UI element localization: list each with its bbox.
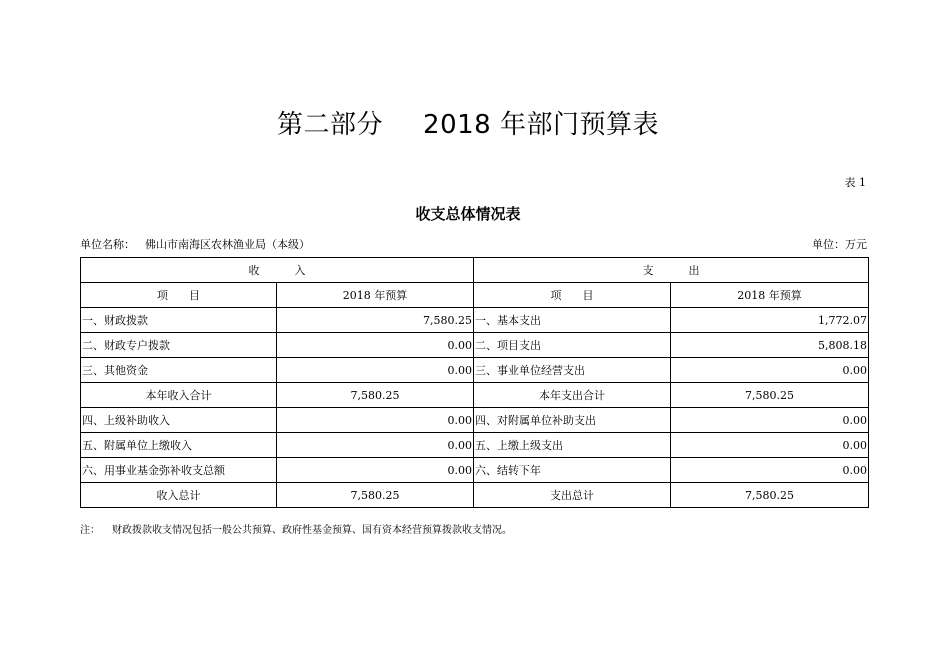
expense-subtotal-value: 7,580.25 xyxy=(671,383,869,408)
document-title xyxy=(0,104,936,141)
income-item: 一、财政拨款 xyxy=(81,308,277,333)
income-item: 二、财政专户拨款 xyxy=(81,333,277,358)
footnote-label: 注： xyxy=(80,525,100,536)
expense-item: 四、对附属单位补助支出 xyxy=(474,408,671,433)
unit-name-label: 单位名称： xyxy=(80,238,135,251)
subtotal-row xyxy=(81,383,869,408)
income-value: 0.00 xyxy=(277,333,474,358)
currency-unit: 单位：万元 xyxy=(812,238,867,251)
title-part: 第二部分 xyxy=(277,110,384,140)
income-item: 三、其他资金 xyxy=(81,358,277,383)
expense-value: 5,808.18 xyxy=(671,333,869,358)
expense-item: 五、上缴上级支出 xyxy=(474,433,671,458)
expense-item: 一、基本支出 xyxy=(474,308,671,333)
table-title: 收支总体情况表 xyxy=(415,205,521,223)
income-item-column-header: 项 目 xyxy=(81,283,277,308)
table-column-header-row xyxy=(81,283,869,308)
income-total-label: 收入总计 xyxy=(81,483,277,508)
expense-value: 0.00 xyxy=(671,358,869,383)
table-row xyxy=(81,333,869,358)
expense-value: 1,772.07 xyxy=(671,308,869,333)
expense-item: 三、事业单位经营支出 xyxy=(474,358,671,383)
table-row xyxy=(81,408,869,433)
unit-name: 佛山市南海区农林渔业局（本级） xyxy=(145,238,310,251)
expense-total-label: 支出总计 xyxy=(474,483,671,508)
table-row xyxy=(81,308,869,333)
income-item: 六、用事业基金弥补收支总额 xyxy=(81,458,277,483)
expense-value: 0.00 xyxy=(671,408,869,433)
expense-value: 0.00 xyxy=(671,433,869,458)
income-value: 0.00 xyxy=(277,458,474,483)
footnote xyxy=(80,521,512,536)
income-value: 7,580.25 xyxy=(277,308,474,333)
table-group-header-row xyxy=(81,258,869,283)
income-budget-column-header: 2018 年预算 xyxy=(277,283,474,308)
title-main: 2018 年部门预算表 xyxy=(423,110,659,140)
table-row xyxy=(81,433,869,458)
footnote-text: 财政拨款收支情况包括一般公共预算、政府性基金预算、国有资本经营预算拨款收支情况。 xyxy=(112,525,512,536)
income-group-header: 收 入 xyxy=(81,258,474,283)
expense-item-column-header: 项 目 xyxy=(474,283,671,308)
unit-name-block xyxy=(80,236,310,252)
expense-budget-column-header: 2018 年预算 xyxy=(671,283,869,308)
expense-subtotal-label: 本年支出合计 xyxy=(474,383,671,408)
total-row xyxy=(81,483,869,508)
budget-summary-table xyxy=(80,257,869,508)
table-row xyxy=(81,458,869,483)
expense-total-value: 7,580.25 xyxy=(671,483,869,508)
income-item: 四、上级补助收入 xyxy=(81,408,277,433)
income-value: 0.00 xyxy=(277,433,474,458)
table-row xyxy=(81,358,869,383)
income-subtotal-value: 7,580.25 xyxy=(277,383,474,408)
expense-group-header: 支 出 xyxy=(474,258,869,283)
expense-item: 六、结转下年 xyxy=(474,458,671,483)
expense-item: 二、项目支出 xyxy=(474,333,671,358)
income-item: 五、附属单位上缴收入 xyxy=(81,433,277,458)
income-value: 0.00 xyxy=(277,408,474,433)
income-total-value: 7,580.25 xyxy=(277,483,474,508)
table-number: 表 1 xyxy=(844,176,866,189)
expense-value: 0.00 xyxy=(671,458,869,483)
income-subtotal-label: 本年收入合计 xyxy=(81,383,277,408)
income-value: 0.00 xyxy=(277,358,474,383)
